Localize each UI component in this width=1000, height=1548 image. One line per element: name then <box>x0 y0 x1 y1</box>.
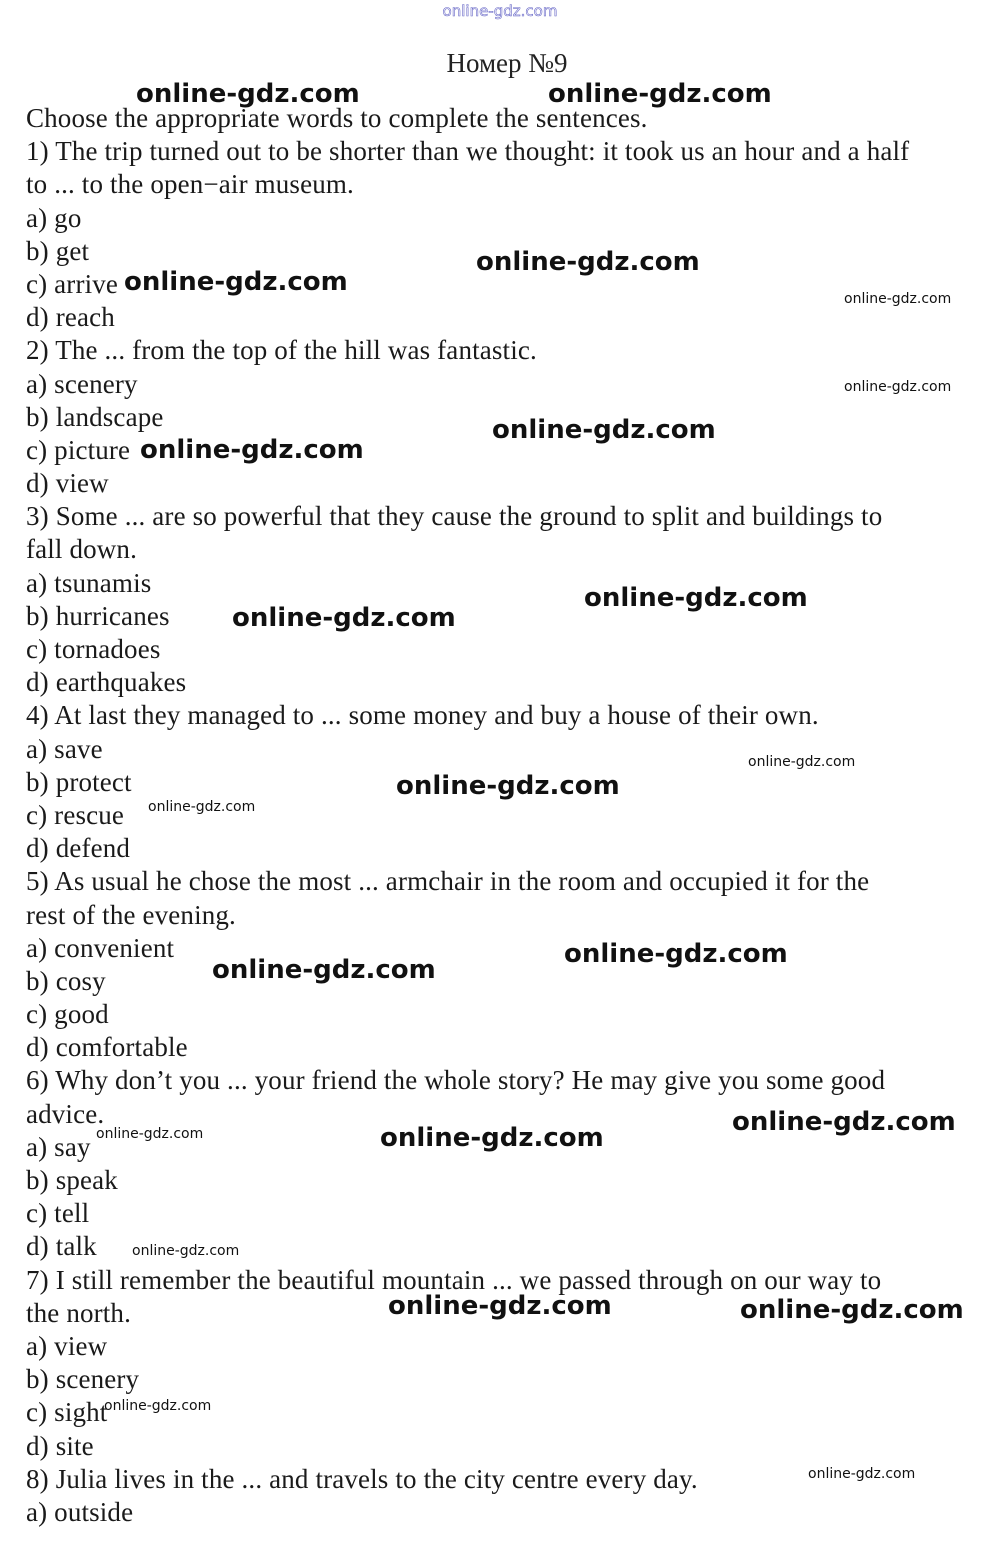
answer-option: a) go <box>26 202 82 233</box>
answer-option: c) arrive <box>26 268 119 299</box>
answer-option: d) talk <box>26 1231 97 1262</box>
answer-option: d) reach <box>26 302 115 333</box>
watermark: online-gdz.com <box>732 1107 956 1137</box>
question-line: 6) Why don’t you ... your friend the whole story? He may give you some good <box>26 1065 886 1096</box>
answer-option: b) protect <box>26 766 132 797</box>
question-line: rest of the evening. <box>26 899 236 930</box>
question-line: 8) Julia lives in the ... and travels to the city centre every day. <box>26 1463 698 1494</box>
watermark: online-gdz.com <box>844 379 952 395</box>
answer-option: d) comfortable <box>26 1032 188 1063</box>
watermark: online-gdz.com <box>140 435 364 465</box>
instruction-line: Choose the appropriate words to complete the sentences. <box>26 103 648 133</box>
answer-option: b) get <box>26 235 90 266</box>
watermark: online-gdz.com <box>492 415 716 445</box>
watermark: online-gdz.com <box>388 1291 612 1321</box>
answer-option: a) save <box>26 733 103 764</box>
answer-option: a) outside <box>26 1496 134 1527</box>
question-line: advice. <box>26 1098 105 1129</box>
answer-option: d) earthquakes <box>26 667 187 698</box>
answer-option: c) sight <box>26 1397 108 1428</box>
answer-option: a) view <box>26 1330 108 1361</box>
answer-option: b) scenery <box>26 1364 140 1395</box>
watermark: online-gdz.com <box>548 79 772 109</box>
answer-option: a) tsunamis <box>26 567 152 598</box>
question-line: 5) As usual he chose the most ... armchair in the room and occupied it for the <box>26 866 870 897</box>
answer-option: b) speak <box>26 1165 118 1195</box>
watermark: online-gdz.com <box>104 1398 212 1414</box>
answer-option: b) landscape <box>26 401 164 432</box>
question-line: to ... to the open−air museum. <box>26 169 354 200</box>
watermark: online-gdz.com <box>584 583 808 613</box>
answer-option: b) cosy <box>26 965 106 996</box>
question-line: 1) The trip turned out to be shorter than we thought: it took us an hour and a half <box>26 136 910 167</box>
answer-option: c) tornadoes <box>26 634 161 664</box>
watermark: online-gdz.com <box>148 799 256 815</box>
answer-option: d) site <box>26 1430 94 1461</box>
watermark: online-gdz.com <box>476 247 700 277</box>
answer-option: d) view <box>26 468 109 499</box>
question-line: fall down. <box>26 534 137 565</box>
answer-option: c) picture <box>26 434 131 465</box>
watermark: online-gdz.com <box>212 955 436 985</box>
question-line: 3) Some ... are so powerful that they cause the ground to split and buildings to <box>26 501 883 532</box>
watermark: online-gdz.com <box>232 603 456 633</box>
question-line: 4) At last they managed to ... some money and buy a house of their own. <box>26 700 819 731</box>
watermark: online-gdz.com <box>132 1243 240 1259</box>
answer-option: c) rescue <box>26 799 125 830</box>
question-line: 2) The ... from the top of the hill was fantastic. <box>26 335 537 366</box>
answer-option: d) defend <box>26 833 131 864</box>
watermark: online-gdz.com <box>844 291 952 307</box>
answer-option: a) scenery <box>26 368 138 399</box>
watermark: online-gdz.com <box>748 754 856 770</box>
watermark: online-gdz.com <box>380 1123 604 1153</box>
site-mark: online-gdz.com <box>442 2 558 20</box>
watermark: online-gdz.com <box>96 1126 204 1142</box>
watermark: online-gdz.com <box>740 1295 964 1325</box>
watermark: online-gdz.com <box>564 939 788 969</box>
answer-option: b) hurricanes <box>26 600 170 631</box>
question-line: 7) I still remember the beautiful mountain ... we passed through on our way to <box>26 1264 882 1295</box>
watermark: online-gdz.com <box>396 771 620 801</box>
answer-option: c) tell <box>26 1198 90 1229</box>
watermark: online-gdz.com <box>808 1466 916 1482</box>
page-title: Номер №9 <box>446 48 568 78</box>
answer-option: a) say <box>26 1131 91 1162</box>
answer-option: a) convenient <box>26 932 175 963</box>
watermark: online-gdz.com <box>124 267 348 297</box>
watermark: online-gdz.com <box>136 79 360 109</box>
answer-option: c) good <box>26 999 109 1030</box>
question-line: the north. <box>26 1297 131 1328</box>
